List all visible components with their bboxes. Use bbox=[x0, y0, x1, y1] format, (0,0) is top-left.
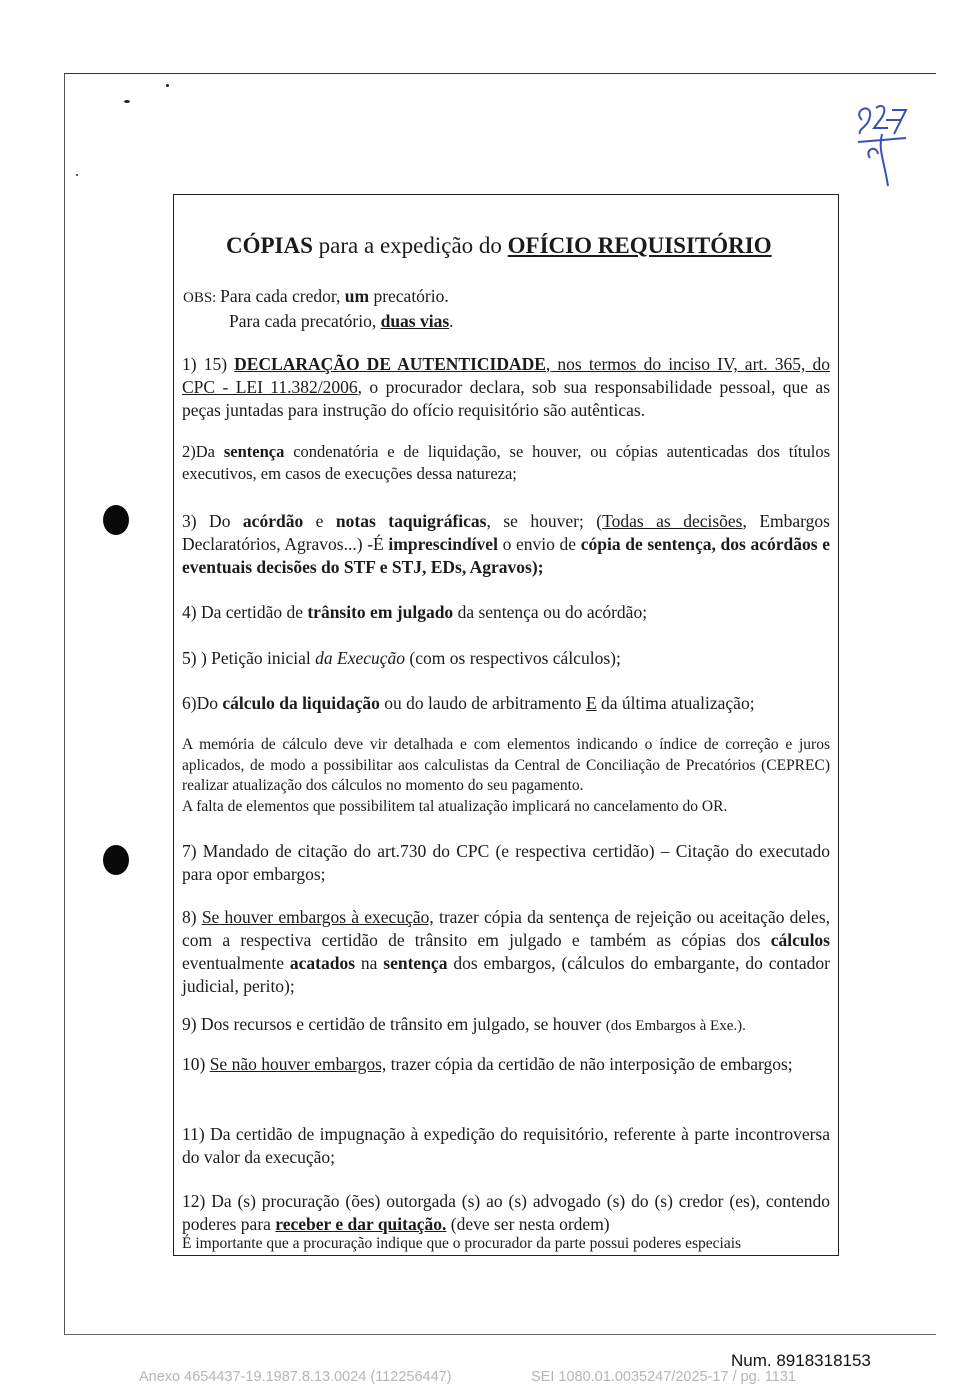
item-1: 1) 15) DECLARAÇÃO DE AUTENTICIDADE, nos termos do inciso IV, art. 365, do CPC - LEI 11.382/2006, o procurador declara, sob sua responsabilidade pessoal, que as peças juntadas para instrução do ofício requisitório são autênticas. bbox=[182, 354, 830, 420]
footer-annex: Anexo 4654437-19.1987.8.13.0024 (112256447) bbox=[139, 1369, 452, 1385]
folio-number bbox=[848, 98, 918, 188]
page-title: CÓPIAS para a expedição do OFÍCIO REQUISITÓRIO bbox=[226, 233, 772, 258]
scan-speck bbox=[124, 100, 130, 103]
calculation-note: A memória de cálculo deve vir detalhada e com elementos indicando o índice de correção e juros aplicados, de modo a possibilitar aos calculistas da Central de Conciliação de Precatórios (CEPREC) realizar atualização dos cálculos no momento do seu pagamento. A falta de elementos que possibilitem tal atualização implicará no cancelamento do OR. bbox=[182, 736, 830, 815]
item-3: 3) Do acórdão e notas taquigráficas, se houver; (Todas as decisões, Embargos Declaratórios, Agravos...) -É imprescindível o envio de cópia de sentença, dos acórdãos e eventuais decisões do STF e STJ, EDs, Agravos); bbox=[182, 511, 830, 577]
scan-speck bbox=[76, 174, 78, 176]
item-6: 6)Do cálculo da liquidação ou do laudo de arbitramento E da última atualização; bbox=[182, 693, 755, 713]
item-7: 7) Mandado de citação do art.730 do CPC (e respectiva certidão) – Citação do executado para opor embargos; bbox=[182, 841, 830, 884]
item-10: 10) Se não houver embargos, trazer cópia da certidão de não interposição de embargos; bbox=[182, 1054, 793, 1074]
item-8: 8) Se houver embargos à execução, trazer cópia da sentença de rejeição ou aceitação deles, com a respectiva certidão de trânsito em julgado e também as cópias dos cálculos eventualmente acatados na sentença dos embargos, (cálculos do embargante, do contador judicial, perito); bbox=[182, 907, 831, 996]
item-4: 4) Da certidão de trânsito em julgado da sentença ou do acórdão; bbox=[182, 602, 648, 622]
punch-hole bbox=[103, 505, 129, 535]
scan-speck bbox=[166, 84, 169, 87]
item-11: 11) Da certidão de impugnação à expedição do requisitório, referente à parte incontroversa do valor da execução; bbox=[182, 1124, 830, 1167]
obs-label: OBS: bbox=[183, 290, 221, 306]
punch-hole bbox=[103, 845, 129, 875]
item-9: 9) Dos recursos e certidão de trânsito em julgado, se houver (dos Embargos à Exe.). bbox=[182, 1014, 746, 1034]
folio-handwriting-icon bbox=[848, 98, 918, 188]
document-box bbox=[173, 194, 839, 1256]
obs-note: OBS: Para cada credor, um precatório. Para cada precatório, duas vias. bbox=[183, 286, 454, 331]
item-12-continuation: É importante que a procuração indique que o procurador da parte possui poderes especiais bbox=[182, 1235, 742, 1252]
footer-sei-reference: SEI 1080.01.0035247/2025-17 / pg. 1131 bbox=[531, 1369, 796, 1385]
item-12: 12) Da (s) procuração (ões) outorgada (s) ao (s) advogado (s) do (s) credor (es), contendo poderes para receber e dar quitação. (deve ser nesta ordem) bbox=[182, 1191, 830, 1234]
item-5: 5) ) Petição inicial da Execução (com os respectivos cálculos); bbox=[182, 648, 621, 668]
document-number: Num. 8918318153 bbox=[731, 1351, 871, 1370]
item-2: 2)Da sentença condenatória e de liquidação, se houver, ou cópias autenticadas dos títulos executivos, em casos de execuções dessa natureza; bbox=[182, 442, 831, 483]
